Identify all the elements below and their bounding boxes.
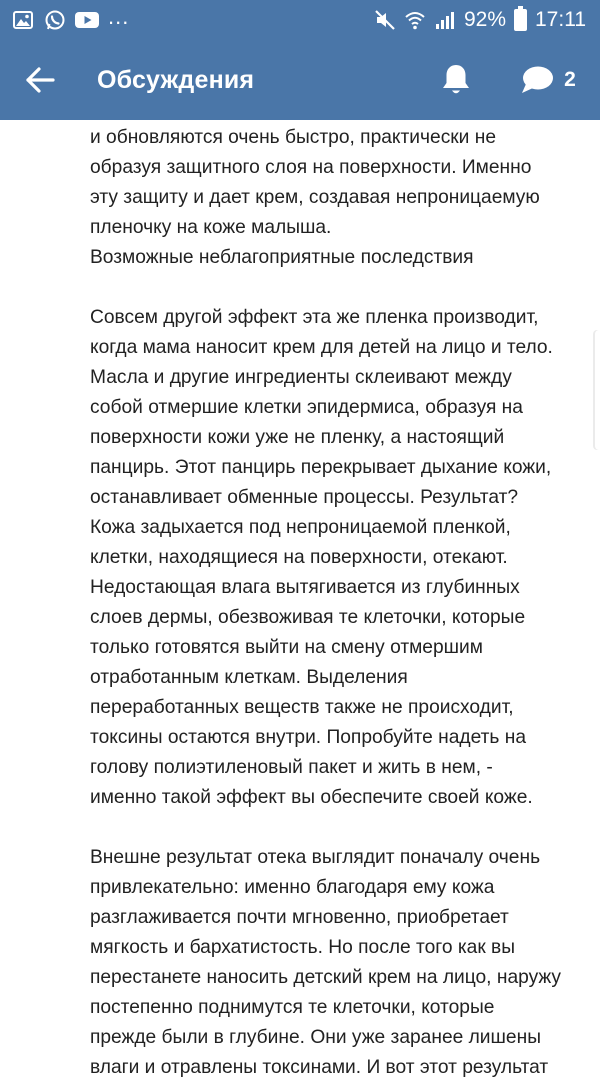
chat-bubble-icon (520, 65, 554, 95)
conversations-count-badge: 2 (564, 68, 576, 91)
battery-icon (514, 9, 527, 31)
arrow-left-icon (25, 67, 55, 93)
status-notifications (12, 4, 130, 31)
wifi-icon (404, 9, 426, 31)
discussion-post-text (0, 120, 600, 1078)
notifications-button[interactable] (426, 40, 486, 120)
paragraph-gap (90, 273, 592, 303)
paragraph-gap (90, 813, 592, 843)
image-icon (12, 9, 34, 31)
app-bar (0, 40, 600, 120)
post-paragraph: Внешне результат отека выглядит поначалу очень привлекательно: именно благодаря ему кожа разглаживается почти мгновенно, приобретает мягкость и бархатистость. Но после того как вы перестанете наносить детский крем на лицо, наружу постепенно поднимутся те клеточки, которые прежде были в глубине. Они уже заранее лишены влаги и отравлены токсинами. И вот этот результат (90, 847, 562, 1078)
mute-icon (374, 9, 396, 31)
youtube-icon (76, 9, 98, 31)
battery-percent: 92% (463, 8, 506, 31)
status-system (374, 8, 586, 32)
post-paragraph: и обновляются очень быстро, практически не образуя защитного слоя на поверхности. Именно эту защиту и дает крем, создавая непроницаемую пленочку на коже малыша. Возможные неблагоприятные последствия (90, 127, 540, 268)
clock: 17:11 (535, 8, 586, 31)
whatsapp-icon (44, 9, 66, 31)
more-notifications-indicator: ... (108, 4, 130, 29)
bell-icon (440, 63, 472, 97)
scrollbar[interactable] (593, 330, 600, 450)
status-bar (0, 0, 600, 40)
post-paragraph: Совсем другой эффект эта же пленка производит, когда мама наносит крем для детей на лицо и тело. Масла и другие ингредиенты склеивают между собой отмершие клетки эпидермиса, образуя на поверхности кожи уже не пленку, а настоящий панцирь. Этот панцирь перекрывает дыхание кожи, останавливает обменные процессы. Результат? Кожа задыхается под непроницаемой пленкой, клетки, находящиеся на поверхности, отекают. Недостающая влага вытягивается из глубинных слоев дермы, обезвоживая те клеточки, которые только готовятся выйти на смену отмершим отработанным клеткам. Выделения переработанных веществ также не происходит, токсины остаются внутри. Попробуйте надеть на голову полиэтиленовый пакет и жить в нем, - именно такой эффект вы обеспечите своей коже. (90, 307, 553, 808)
signal-icon (434, 9, 456, 31)
page-title: Обсуждения (97, 65, 255, 94)
back-button[interactable] (0, 40, 80, 120)
conversations-button[interactable] (508, 40, 588, 120)
